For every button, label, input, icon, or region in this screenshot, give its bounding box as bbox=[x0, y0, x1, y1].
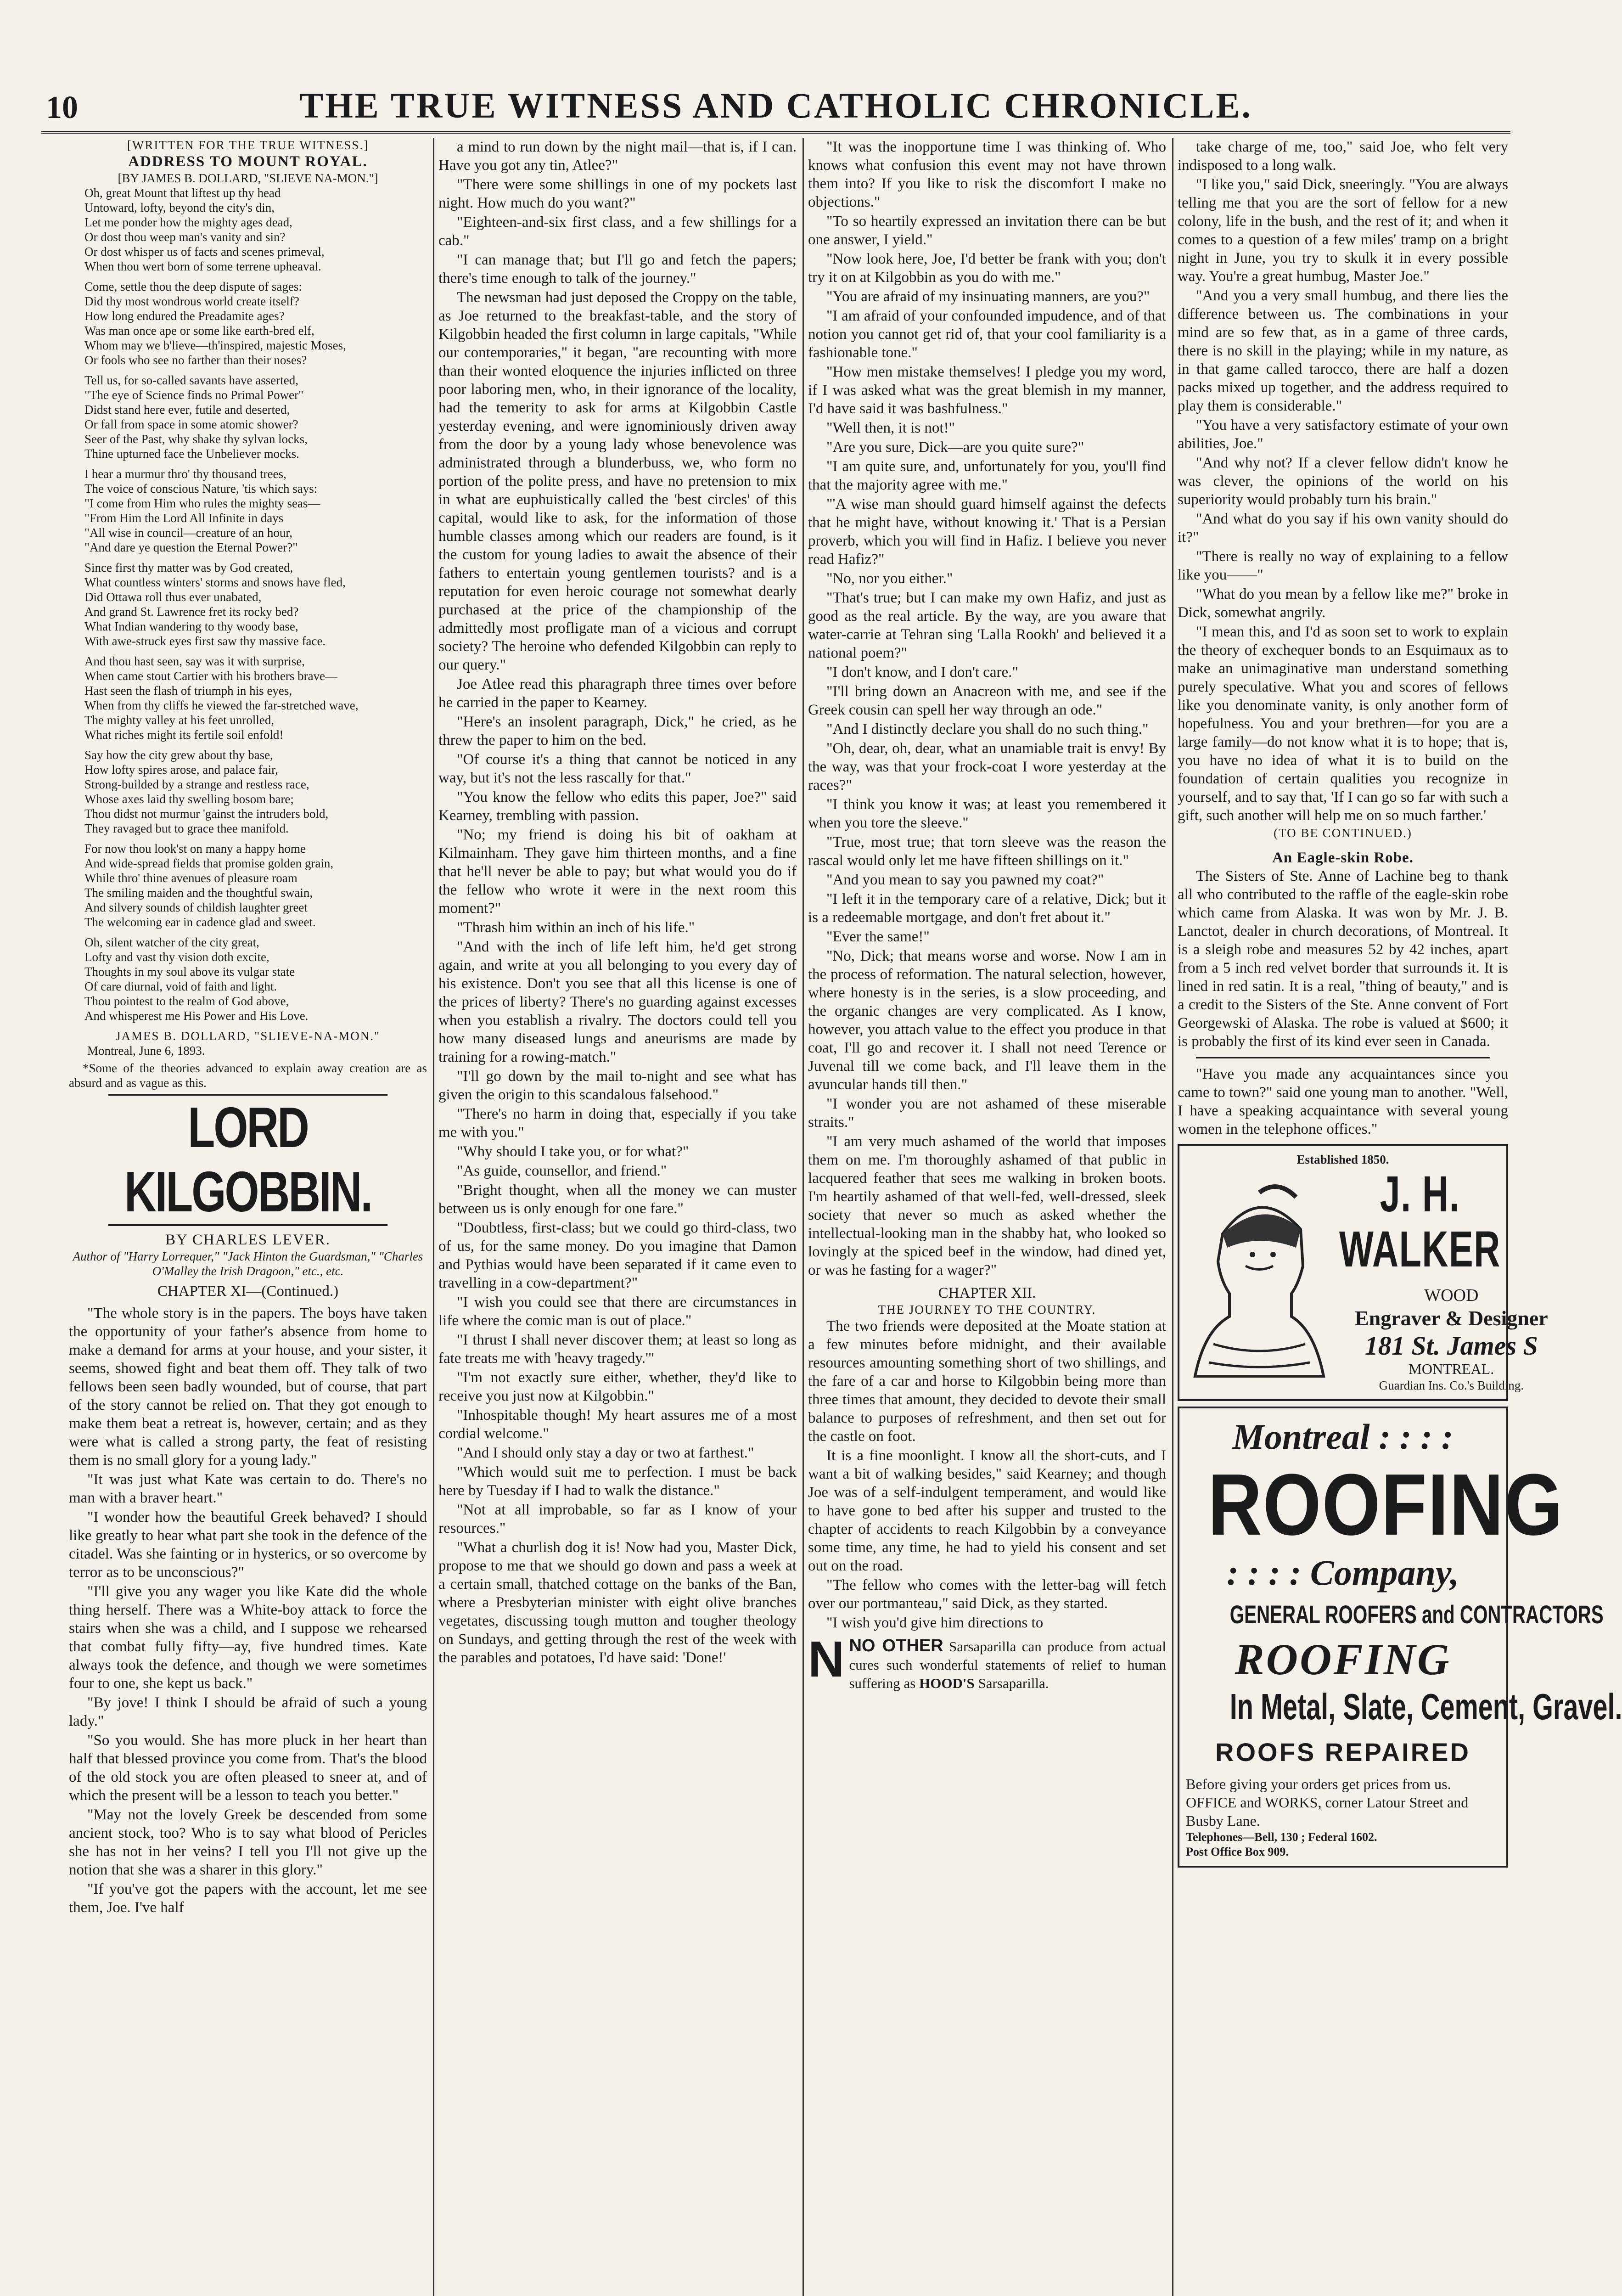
hood-ad-headline: NO OTHER bbox=[849, 1636, 943, 1655]
story-paragraph: "I like you," said Dick, sneeringly. "You are always telling me that you are the sort of fellow for a new colony, life in the bush, and the rest of it; and when it comes to a question of a few miles' tramp on a bright night in June, you try to skulk it in every possible way. You're a great humbug, Master Joe." bbox=[1178, 176, 1508, 285]
story-paragraph: "Now look here, Joe, I'd better be frank with you; don't try it on at Kilgobbin as you do with me." bbox=[808, 251, 1166, 286]
walker-name: J. H. WALKER bbox=[1339, 1166, 1501, 1277]
poem-line: When from thy cliffs he viewed the far-stretched wave, bbox=[84, 698, 359, 712]
poem-line: Strong-builded by a strange and restless race, bbox=[84, 777, 309, 791]
story-paragraph: "And with the inch of life left him, he'd get strong again, and write at you all belonging to you every day of his existence. Don't you see that all this license is one of the prices of liberty? There's no guarding against excesses when you establish a rivalry. The doctors could tell you how many diseased lungs and aneurisms are made by training for a rowing-match." bbox=[438, 939, 797, 1065]
poem-stanza bbox=[69, 560, 427, 648]
walker-city: MONTREAL. bbox=[1409, 1361, 1494, 1377]
poem-line: Didst stand here ever, futile and deserted, bbox=[84, 403, 290, 416]
story-paragraph: "I wish you'd give him directions to bbox=[826, 1615, 1044, 1631]
story-paragraph: "No; my friend is doing his bit of oakham at Kilmainham. They gave him thirteen months, and a fine that he'll never be able to pay; but what would you do if the fellow who wrote it were in the next room this moment?" bbox=[438, 827, 797, 917]
poem-line: Thoughts in my soul above its vulgar state bbox=[84, 965, 295, 979]
poem-date: Montreal, June 6, 1893. bbox=[87, 1044, 205, 1058]
story-paragraph: "Not at all improbable, so far as I know of your resources." bbox=[438, 1502, 797, 1536]
story-paragraph: "To so heartily expressed an invitation there can be but one answer, I yield." bbox=[808, 213, 1166, 248]
story-paragraph: "The fellow who comes with the letter-bag will fetch over our portmanteau," said Dick, as they started. bbox=[808, 1577, 1166, 1612]
column-1 bbox=[69, 138, 427, 2296]
roofing-secondary: ROOFING bbox=[1235, 1635, 1451, 1684]
story-paragraph: "There's no harm in doing that, especially if you take me with you." bbox=[438, 1106, 797, 1141]
poem-line: Let me ponder how the mighty ages dead, bbox=[84, 215, 292, 229]
story-paragraph: "What do you mean by a fellow like me?" broke in Dick, somewhat angrily. bbox=[1178, 586, 1508, 621]
roofing-general: GENERAL ROOFERS and CONTRACTORS bbox=[1229, 1600, 1604, 1629]
roofing-materials: In Metal, Slate, Cement, Gravel. bbox=[1229, 1686, 1622, 1727]
story-paragraph: "It was just what Kate was certain to do. There's no man with a braver heart." bbox=[69, 1471, 427, 1506]
poem-line: Of care diurnal, void of faith and light. bbox=[84, 979, 277, 993]
story-paragraph: The newsman had just deposed the Croppy on the table, as Joe returned to the breakfast-table, and the story of Kilgobbin headed the first column in large capitals, "While our contemporaries," it began, "are recounting with more than their wonted eloquence the injuries inflicted on three poor laboring men, who, in their ignorance of the locality, had the temerity to ask for arms at Kilgobbin Castle yesterday evening, and were ignominiously driven away from the door by a young lady whose benevolence was administrated through a blunderbuss, we, who form no portion of the polite press, and have no pretension to mix in what are euphuistically called the 'best circles' of this capital, would like to ask, for the information of those humble classes among which our readers are found, is it the custom for young ladies to await the absence of their fathers to entertain young gentlemen tourists? and is a reputation for even heroic courage not somewhat dearly purchased at the price of the championship of the admittedly most profligate man of a vicious and corrupt society? The heroine who defended Kilgobbin can reply to our query." bbox=[438, 289, 797, 673]
poem-title: ADDRESS TO MOUNT ROYAL. bbox=[128, 153, 368, 170]
walker-ad-body bbox=[1186, 1166, 1548, 1393]
chapter-heading: CHAPTER XI—(Continued.) bbox=[157, 1283, 339, 1300]
story-paragraph: "You know the fellow who edits this paper, Joe?" said Kearney, trembling with passion. bbox=[438, 789, 797, 824]
poem-line: Hast seen the flash of triumph in his eyes, bbox=[84, 684, 292, 698]
roofing-footer: Before giving your orders get prices from us. bbox=[1186, 1776, 1451, 1792]
story-paragraph: "Oh, dear, oh, dear, what an unamiable trait is envy! By the way, was that your frock-coat I wore yesterday at the races?" bbox=[808, 740, 1166, 793]
poem-credit: [WRITTEN FOR THE TRUE WITNESS.] bbox=[127, 138, 369, 152]
poem-line: Say how the city grew about thy base, bbox=[84, 748, 273, 762]
story-paragraph: "Which would suit me to perfection. I must be back here by Tuesday if I had to walk the distance." bbox=[438, 1464, 797, 1499]
hoods-sarsaparilla-ad bbox=[808, 1631, 1167, 1693]
poem-stanza bbox=[69, 279, 427, 367]
story-paragraph: "Ever the same!" bbox=[826, 929, 930, 945]
poem-line: Or dost thou weep man's vanity and sin? bbox=[84, 230, 286, 244]
column-2 bbox=[438, 138, 797, 2296]
poem-line: I hear a murmur thro' thy thousand trees, bbox=[84, 467, 286, 481]
newspaper-title: THE TRUE WITNESS AND CATHOLIC CHRONICLE. bbox=[299, 85, 1252, 125]
story-paragraph: "I think you know it was; at least you remembered it when you tore the sleeve." bbox=[808, 796, 1166, 831]
story-paragraph: "So you would. She has more pluck in her heart than half that blessed province you come from. That's the blood of the old stock you are often pleased to sneer at, and of which the present will be a lesson to teach you better." bbox=[69, 1732, 427, 1804]
walker-line2: Engraver & Designer bbox=[1354, 1306, 1548, 1330]
story-paragraph: a mind to run down by the night mail—that is, if I can. Have you got any tin, Atlee?" bbox=[438, 139, 797, 174]
story-paragraph: "I'll give you any wager you like Kate did the whole thing herself. There was a White-boy attack to force the stairs when she was a child, and I suppose we rehearsed that combat fully fifty—ay, five hundred times. Kate always took the defence, and though we were sometimes four to one, she kept us back." bbox=[69, 1583, 427, 1692]
story-paragraph: "Eighteen-and-six first class, and a few shillings for a cab." bbox=[438, 214, 797, 249]
divider bbox=[1196, 1057, 1490, 1058]
walker-ad-text bbox=[1339, 1167, 1564, 1393]
walker-note: Guardian Ins. Co.'s Building. bbox=[1379, 1379, 1524, 1392]
roofing-repaired: ROOFS REPAIRED bbox=[1215, 1738, 1470, 1767]
poem-line: Thou pointest to the realm of God above, bbox=[84, 994, 289, 1008]
story-paragraph: "I'm not exactly sure either, whether, they'd like to receive you just now at Kilgobbin." bbox=[438, 1369, 797, 1404]
poem-line: Did thy most wondrous world create itself? bbox=[84, 294, 299, 308]
poem-line: And wide-spread fields that promise golden grain, bbox=[84, 856, 334, 870]
story-paragraph: "And I distinctly declare you shall do no such thing." bbox=[826, 721, 1149, 737]
story-paragraph: "I don't know, and I don't care." bbox=[826, 664, 1018, 681]
hood-ad-brand: HOOD'S bbox=[919, 1675, 975, 1691]
serial-title: LORD KILGOBBIN. bbox=[108, 1094, 387, 1226]
story-paragraph: "May not the lovely Greek be descended from some ancient stock, too? Who is to say what blood of Pericles she has not in her veins? I tell you I'll not give up the notion that she was a sharer in this glory." bbox=[69, 1806, 427, 1878]
poem-line: When came stout Cartier with his brothers brave— bbox=[84, 669, 338, 683]
story-paragraph: "Why should I take you, or for what?" bbox=[457, 1143, 689, 1160]
story-paragraph: "I left it in the temporary care of a relative, Dick; but it is a redeemable mortgage, and don't fret about it." bbox=[808, 891, 1166, 926]
story-paragraph: "And you a very small humbug, and there lies the difference between us. The combinations in your mind are so few that, as in a game of three cards, there is no skill in the playing; while in my nature, as in that game called tarocco, there are half a dozen packs mixed up together, and the address required to play them is considerable." bbox=[1178, 287, 1508, 414]
poem-line: Since first thy matter was by God created, bbox=[84, 561, 293, 574]
roofing-ad bbox=[1178, 1407, 1622, 1868]
story-paragraph: "I wonder you are not ashamed of these miserable straits." bbox=[808, 1096, 1166, 1131]
story-paragraph: "Bright thought, when all the money we can muster between us is only enough for one fare." bbox=[438, 1182, 797, 1217]
story-paragraph: "Here's an insolent paragraph, Dick," he cried, as he threw the paper to him on the bed. bbox=[438, 714, 797, 748]
to-be-continued: (TO BE CONTINUED.) bbox=[1274, 826, 1412, 840]
serial-author: BY CHARLES LEVER. bbox=[165, 1232, 331, 1248]
poem-stanza bbox=[69, 186, 427, 274]
poem-line: Lofty and vast thy vision doth excite, bbox=[84, 950, 269, 964]
poem-line: And silvery sounds of childish laughter greet bbox=[84, 900, 308, 914]
story-paragraph: take charge of me, too," said Joe, who felt very indisposed to a long walk. bbox=[1178, 139, 1508, 174]
column-rule bbox=[803, 138, 804, 2296]
poem-line: Or dost whisper us of facts and scenes primeval, bbox=[84, 245, 325, 259]
poem-stanza bbox=[69, 467, 427, 555]
poem-stanza bbox=[69, 373, 427, 461]
poem-line: And thou hast seen, say was it with surprise, bbox=[84, 654, 305, 668]
story-paragraph: "There were some shillings in one of my pockets last night. How much do you want?" bbox=[438, 176, 797, 211]
acquaintance-text: "Have you made any acquaintances since you came to town?" said one young man to another. "Well, I have a speaking acquaintance with several young women in the telephone offices." bbox=[1178, 1066, 1508, 1137]
poem-line: Seer of the Past, why shake thy sylvan locks, bbox=[84, 432, 308, 446]
story-paragraph: "Of course it's a thing that cannot be noticed in any way, but it's not the less rascally for that." bbox=[438, 751, 797, 786]
story-paragraph: "You are afraid of my insinuating manners, are you?" bbox=[826, 288, 1150, 305]
poem-body bbox=[69, 186, 427, 1023]
poem-line: "The eye of Science finds no Primal Power" bbox=[84, 388, 304, 402]
story-paragraph: "How men mistake themselves! I pledge you my word, if I was asked what was the great blemish in my manner, I'd have said it was bashfulness." bbox=[808, 364, 1166, 417]
story-paragraph: "What a churlish dog it is! Now had you, Master Dick, propose to me that we should go down and pass a week at a certain small, thatched cottage on the banks of the Ban, where a Presbyterian minister with eight olive branches vegetates, discussing tough mutton and tougher theology on Sundays, and getting through the rest of the week with the parables and potatoes, I'd have said: 'Done!' bbox=[438, 1539, 797, 1666]
poem-stanza bbox=[69, 935, 427, 1023]
story-paragraph: "I'll bring down an Anacreon with me, and see if the Greek cousin can spell her way through an ode." bbox=[808, 683, 1166, 718]
robe-title: An Eagle-skin Robe. bbox=[1272, 850, 1414, 866]
story-paragraph: Joe Atlee read this pharagraph three times over before he carried in the paper to Kearney. bbox=[438, 676, 797, 711]
poem-line: Did Ottawa roll thus ever unabated, bbox=[84, 590, 262, 604]
walker-established: Established 1850. bbox=[1296, 1153, 1389, 1166]
poem-line: What Indian wandering to thy woody base, bbox=[84, 619, 298, 633]
poem-line: "And dare ye question the Eternal Power?" bbox=[84, 540, 298, 554]
story-paragraph: "I can manage that; but I'll go and fetch the papers; there's time enough to talk of the journey." bbox=[438, 252, 797, 287]
story-paragraph: "No, Dick; that means worse and worse. Now I am in the process of reformation. The natural selection, however, where honesty is in the series, is a slow proceeding, and the organic changes are very complicated. As I know, however, you attach value to the effect you produce in that coat, I'll go and recover it. I shall not need Terence or Juvenal till we come back, and I'll leave them in the avuncular hands till then." bbox=[808, 948, 1166, 1093]
poem-line: Was man once ape or some like earth-bred elf, bbox=[84, 324, 314, 338]
hood-ad-initial: N bbox=[808, 1631, 845, 1688]
poem-stanza bbox=[69, 654, 427, 742]
story-paragraph: "And why not? If a clever fellow didn't know he was clever, the opinions of the world on his superiority would probably turn his brain." bbox=[1178, 455, 1508, 508]
story-paragraph: "I am very much ashamed of the world that imposes them on me. I'm thoroughly ashamed of that public in lacquered feather that sees me walking in broken boots. I'm heartily ashamed of that well-fed, well-dressed, sleek society that never so much as asked whether the intellectual-looking man in the shabby hat, who looked so lovingly at the spiced beef in the window, had dined yet, or was he fasting for a wager?" bbox=[808, 1133, 1166, 1278]
roofing-office: OFFICE and WORKS, corner Latour Street and Busby Lane. bbox=[1186, 1794, 1469, 1829]
poem-line: Tell us, for so-called savants have asserted, bbox=[84, 373, 298, 387]
roofing-big: ROOFING bbox=[1207, 1456, 1564, 1553]
poem-line: The mighty valley at his feet unrolled, bbox=[84, 713, 275, 727]
story-paragraph: "I mean this, and I'd as soon set to work to explain the theory of exchequer bonds to an Esquimaux as to make an unimaginative man understand something purely speculative. What you and scores of fellows like you denominate vanity, is only another form of hopefulness. You and your brethren—for you are a large family—do not know what it is to hope; that is, you have no idea of what it is to build on the foundation of certain qualities you recognize in yourself, and to say that, 'If I can go so far with such a gift, such another will help me on so much farther.' bbox=[1178, 624, 1508, 824]
hood-ad-product: Sarsaparilla. bbox=[978, 1675, 1049, 1691]
poem-line: Whose axes laid thy swelling bosom bare; bbox=[84, 792, 294, 806]
story-paragraph: "I am quite sure, and, unfortunately for you, you'll find that the majority agree with me." bbox=[808, 458, 1166, 493]
poem-stanza bbox=[69, 841, 427, 929]
story-paragraph: It is a fine moonlight. I know all the short-cuts, and I want a bit of walking besides," said Kearney; and though Joe was of a self-indulgent temperament, and would like to have gone to bed after his supper and trusted to the chapter of accidents to reach Kilgobbin by a conveyance some time, any time, he had to yield his consent and set out on the road. bbox=[808, 1447, 1166, 1574]
story-paragraph: "Well then, it is not!" bbox=[826, 420, 955, 436]
poem-line: Thou didst not murmur 'gainst the intruders bold, bbox=[84, 807, 329, 821]
masthead bbox=[41, 80, 1510, 134]
roofing-city: Montreal : : : : bbox=[1232, 1417, 1454, 1457]
story-paragraph: "There is really no way of explaining to a fellow like you——" bbox=[1178, 548, 1508, 583]
roofing-pobox: Post Office Box 909. bbox=[1186, 1845, 1289, 1858]
story-paragraph: "As guide, counsellor, and friend." bbox=[457, 1163, 667, 1179]
story-paragraph: "Doubtless, first-class; but we could go third-class, two of us, for the same money. Do you imagine that Damon and Pythias would have been separated if it came even to travelling in a cow-department?" bbox=[438, 1220, 797, 1291]
poem-stanza bbox=[69, 748, 427, 836]
poem-line: What riches might its fertile soil enfold! bbox=[84, 728, 284, 742]
poem-signature: JAMES B. DOLLARD, "SLIEVE-NA-MON." bbox=[115, 1029, 381, 1043]
story-paragraph: The two friends were deposited at the Moate station at a few minutes before midnight, and their available resources amounting something short of two shillings, and the fare of a car and horse to Kilgobbin being more than three times that amount, they decided to devote their small balance to purposes of refreshment, and then set out for the castle on foot. bbox=[808, 1318, 1166, 1445]
poem-line: "From Him the Lord All Infinite in days bbox=[84, 511, 284, 525]
poem-line: They ravaged but to grace thee manifold. bbox=[84, 822, 289, 835]
poem-line: How lofty spires arose, and palace fair, bbox=[84, 763, 278, 777]
walker-ad bbox=[1178, 1144, 1548, 1401]
poem-line: The smiling maiden and the thoughtful swain, bbox=[84, 886, 313, 900]
column-rule bbox=[433, 138, 434, 2296]
poem-footnote: *Some of the theories advanced to explain away creation are as absurd and as vague as this. bbox=[69, 1061, 427, 1090]
poem-line: Oh, silent watcher of the city great, bbox=[84, 935, 259, 949]
roofing-company: : : : : Company, bbox=[1226, 1553, 1459, 1593]
poem-line: Come, settle thou the deep dispute of sages: bbox=[84, 280, 302, 293]
story-paragraph: "Are you sure, Dick—are you quite sure?" bbox=[826, 439, 1084, 456]
poem-line: With awe-struck eyes first saw thy massive face. bbox=[84, 634, 326, 648]
story-paragraph: "Thrash him within an inch of his life." bbox=[457, 919, 695, 936]
column-4 bbox=[1178, 138, 1622, 2296]
column-3 bbox=[808, 138, 1166, 2296]
poem-line: Whom may we b'lieve—th'inspired, majestic Moses, bbox=[84, 338, 346, 352]
poem-line: Or fools who see no farther than their noses? bbox=[84, 353, 307, 367]
story-paragraph: "It was the inopportune time I was thinking of. Who knows what confusion this event may not have thrown them into? If you like to risk the discomfort I make no objections." bbox=[808, 139, 1166, 210]
story-paragraph: "Inhospitable though! My heart assures me of a most cordial welcome." bbox=[438, 1407, 797, 1442]
poem-line: For now thou look'st on many a happy home bbox=[84, 842, 306, 855]
story-paragraph: "That's true; but I can make my own Hafiz, and just as good as the real article. By the way, are you aware that water-carrie at Tehran sing 'Lalla Rookh' and believed it a national poem?" bbox=[808, 590, 1166, 661]
story-paragraph: "No, nor you either." bbox=[826, 570, 953, 587]
roofing-telephones: Telephones—Bell, 130 ; Federal 1602. bbox=[1186, 1830, 1377, 1844]
story-paragraph: "True, most true; that torn sleeve was the reason the rascal would only let me have fifteen shillings on it." bbox=[808, 834, 1166, 869]
chapter-subtitle: THE JOURNEY TO THE COUNTRY. bbox=[878, 1303, 1096, 1317]
hood-ad-text bbox=[849, 1637, 1166, 1693]
poem-line: Oh, great Mount that liftest up thy head bbox=[84, 186, 281, 200]
story-paragraph: "I am afraid of your confounded impudence, and of that notion you cannot get rid of, that your cool familiarity is a fashionable tone." bbox=[808, 308, 1166, 361]
walker-address: 181 St. James S bbox=[1364, 1331, 1538, 1361]
poem-line: Or fall from space in some atomic shower? bbox=[84, 417, 298, 431]
poem-line: While thro' thine avenues of pleasure roam bbox=[84, 871, 297, 885]
story-paragraph: "And I should only stay a day or two at farthest." bbox=[457, 1445, 754, 1461]
story-paragraph: "By jove! I think I should be afraid of such a young lady." bbox=[69, 1694, 427, 1729]
walker-line1: WOOD bbox=[1424, 1286, 1479, 1305]
poem-line: What countless winters' storms and snows have fled, bbox=[84, 575, 346, 589]
hood-ad-body: Sarsaparilla can produce from actual cures such wonderful statements of relief to human suffering as bbox=[849, 1638, 1167, 1691]
story-paragraph: "You have a very satisfactory estimate of your own abilities, Joe." bbox=[1178, 417, 1508, 452]
story-paragraph: "I'll go down by the mail to-night and see what has given the origin to this scandalous falsehood." bbox=[438, 1068, 797, 1103]
page-number: 10 bbox=[46, 90, 78, 125]
story-paragraph: "If you've got the papers with the account, let me see them, Joe. I've half bbox=[69, 1881, 427, 1916]
story-paragraph: "I wonder how the beautiful Greek behaved? I should like greatly to hear what part she took in the defence of the citadel. Was she fainting or in hysterics, or so overcome by terror as to be unconscious?" bbox=[69, 1509, 427, 1581]
poem-line: The welcoming ear in cadence glad and sweet. bbox=[84, 915, 316, 929]
poem-line: Untoward, lofty, beyond the city's din, bbox=[84, 201, 275, 214]
story-paragraph: "The whole story is in the papers. The boys have taken the opportunity of your father's absence from home to make a demand for arms at your house, and your sister, it seems, showed fight and beat them off. They talk of two fellows been seen badly wounded, but of course, that part of the story cannot be relied on. That they got enough to make them beat a retreat is, however, certain; and as they were what is called a strong party, the feat of resisting them is no small glory for a young lady." bbox=[69, 1305, 427, 1469]
poem-line: Thine upturned face the Unbeliever mocks. bbox=[84, 447, 299, 461]
story-paragraph: "And you mean to say you pawned my coat?" bbox=[826, 872, 1104, 888]
poem-line: "I come from Him who rules the mighty seas— bbox=[84, 496, 320, 510]
poem-line: The voice of conscious Nature, 'tis which says: bbox=[84, 482, 318, 495]
helmet-bust-icon bbox=[1186, 1179, 1333, 1381]
poem-line: "All wise in council—creature of an hour, bbox=[84, 526, 293, 540]
poem-line: And whisperest me His Power and His Love. bbox=[84, 1009, 309, 1023]
story-paragraph: "And what do you say if his own vanity should do it?" bbox=[1178, 511, 1508, 546]
poem-byline: [BY JAMES B. DOLLARD, "SLIEVE NA-MON."] bbox=[118, 171, 378, 185]
column-rule bbox=[1172, 138, 1173, 2296]
poem-line: And grand St. Lawrence fret its rocky bed? bbox=[84, 605, 299, 619]
story-paragraph: "'A wise man should guard himself against the defects that he might have, without knowing it.' That is a Persian proverb, which you will find in Hafiz. I believe you never read Hafiz?" bbox=[808, 496, 1166, 568]
poem-line: When thou wert born of some terrene upheaval. bbox=[84, 259, 321, 273]
story-paragraph: "I thrust I shall never discover them; at least so long as fate treats me with 'heavy tragedy.'" bbox=[438, 1332, 797, 1367]
serial-author-note: Author of "Harry Lorrequer," "Jack Hinton the Guardsman," "Charles O'Malley the Irish Dragoon," etc., etc. bbox=[73, 1249, 423, 1278]
robe-text: The Sisters of Ste. Anne of Lachine beg to thank all who contributed to the raffle of the eagle-skin robe which came from Alaska. It was won by Mr. J. B. Lanctot, dealer in church decorations, of Montreal. It is a sleigh robe and measures 52 by 42 inches, apart from a 5 inch red velvet border that surrounds it. It is lined in red satin. It is a real, "thing of beauty," and is a credit to the Sisters of the Ste. Anne convent of Fort Georgewski of Alaska. The robe is valued at $600; it is probably the first of its kind ever seen in Canada. bbox=[1178, 868, 1508, 1050]
poem-line: How long endured the Preadamite ages? bbox=[84, 309, 285, 323]
story-paragraph: "I wish you could see that there are circumstances in life where the comic man is out of place." bbox=[438, 1294, 797, 1329]
chapter-heading: CHAPTER XII. bbox=[938, 1285, 1036, 1301]
